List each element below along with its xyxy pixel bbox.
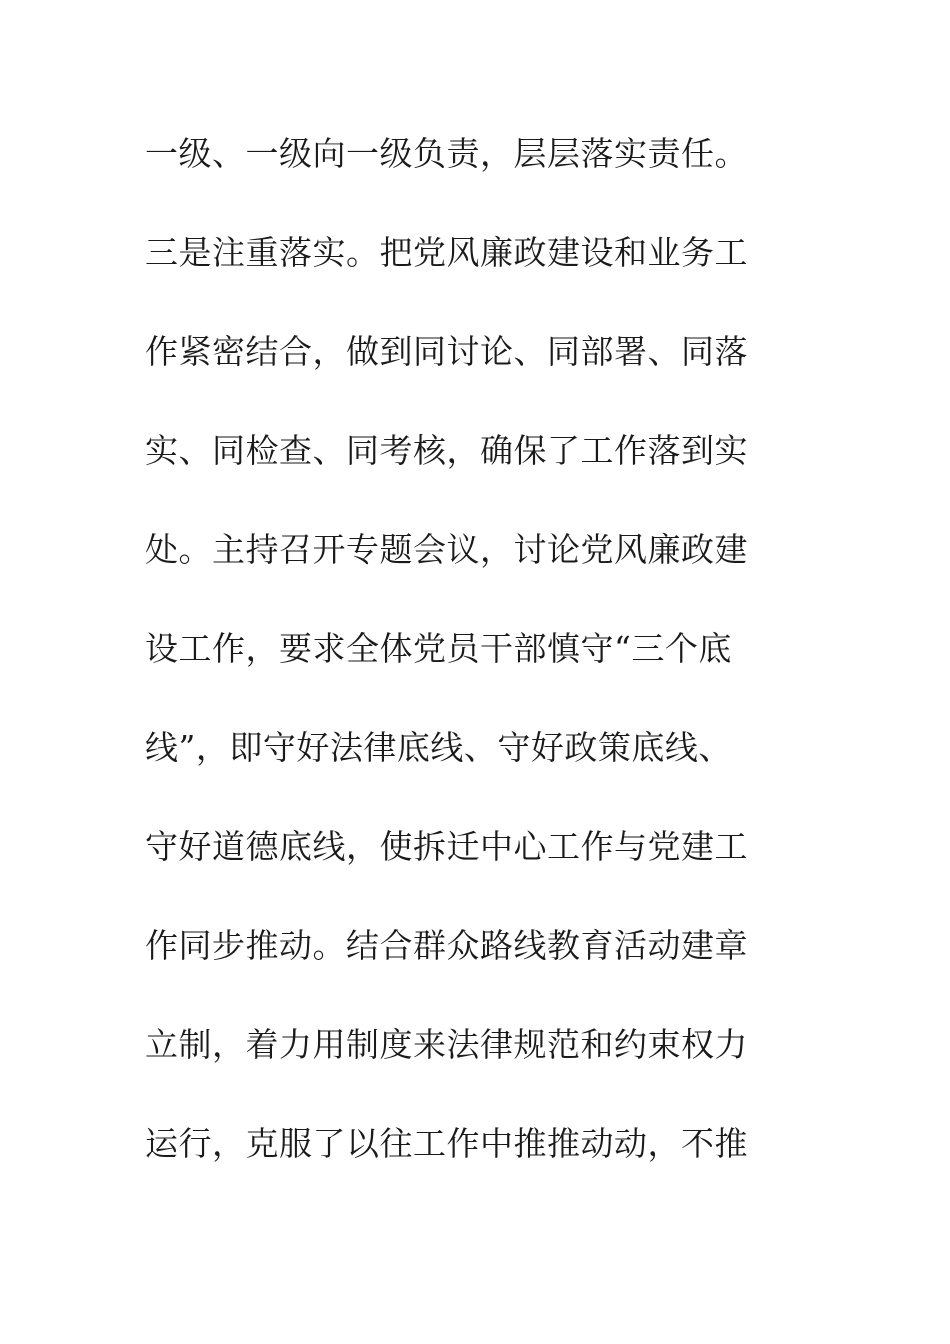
text-line-10: 立制，着力用制度来法律规范和约束权力 — [145, 1025, 748, 1064]
text-line-7: 线”，即守好法律底线、守好政策底线、 — [145, 728, 732, 767]
text-line-9: 作同步推动。结合群众路线教育活动建章 — [145, 926, 748, 965]
text-line-3: 作紧密结合，做到同讨论、同部署、同落 — [145, 332, 748, 371]
body-text — [145, 128, 805, 1217]
text-line-6: 设工作，要求全体党员干部慎守“三个底 — [145, 629, 732, 668]
text-line-5: 处。主持召开专题会议，讨论党风廉政建 — [145, 530, 748, 569]
text-line-11: 运行，克服了以往工作中推推动动，不推 — [145, 1124, 748, 1163]
text-line-1: 一级、一级向一级负责，层层落实责任。 — [145, 134, 748, 173]
text-line-8: 守好道德底线，使拆迁中心工作与党建工 — [145, 827, 748, 866]
text-line-4: 实、同检查、同考核，确保了工作落到实 — [145, 431, 748, 470]
text-line-2: 三是注重落实。把党风廉政建设和业务工 — [145, 233, 748, 272]
